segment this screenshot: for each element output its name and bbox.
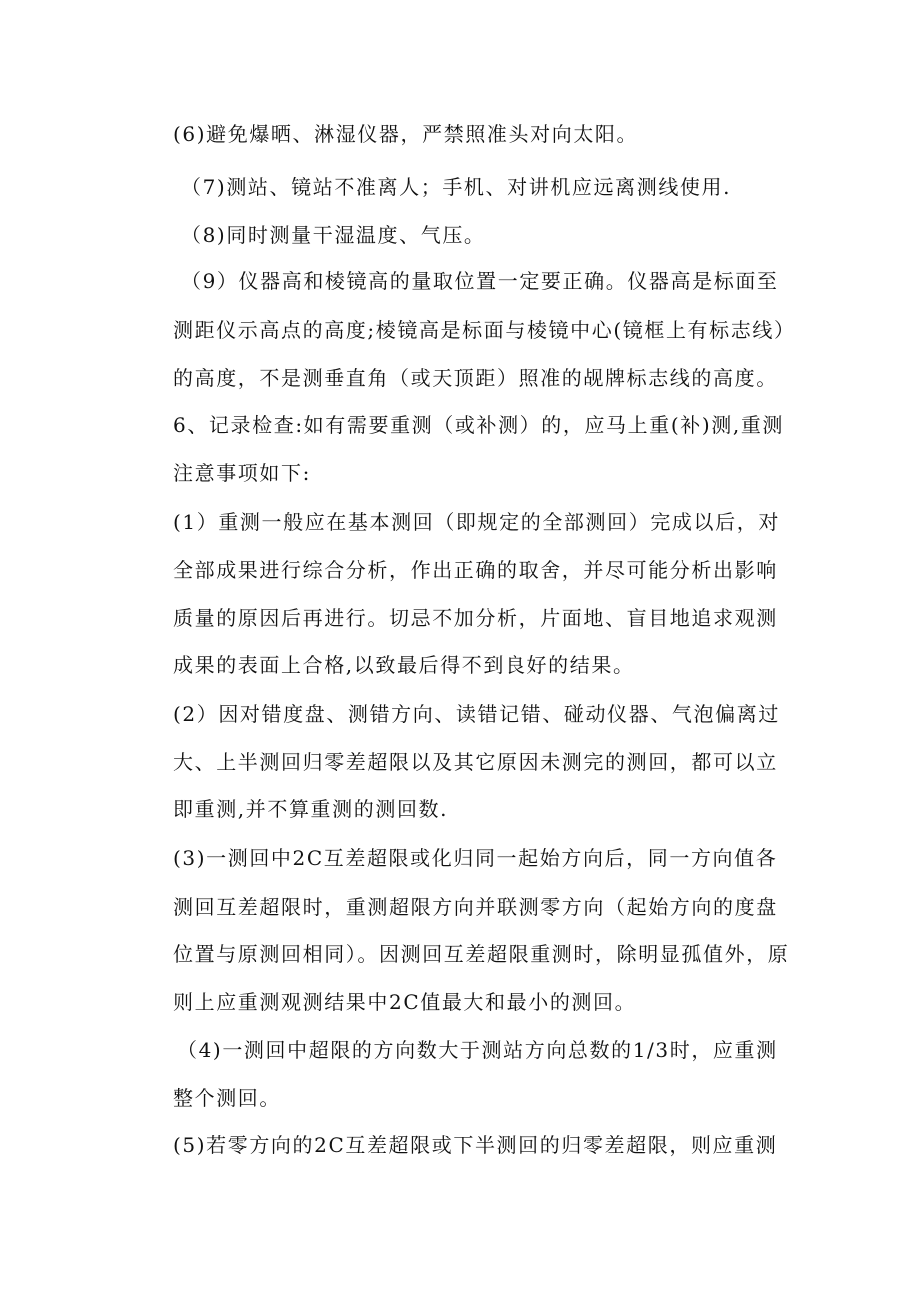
text-line: (1）重测一般应在基本测回（即规定的全部测回）完成以后，对 <box>173 510 780 534</box>
text-line: 则上应重测观测结果中2C值最大和最小的测回。 <box>173 990 637 1014</box>
text-line: 即重测,并不算重测的测回数. <box>173 797 449 821</box>
text-line: 注意事项如下: <box>173 461 311 485</box>
text-line: 位置与原测回相同）。因测回互差超限重测时，除明显孤值外，原 <box>173 942 790 966</box>
text-line: (2）因对错度盘、测错方向、读错记错、碰动仪器、气泡偏离过 <box>173 702 780 726</box>
text-line: 测回互差超限时，重测超限方向并联测零方向（起始方向的度盘 <box>173 895 778 919</box>
text-line: （9）仪器高和棱镜高的量取位置一定要正确。仪器高是标面至 <box>181 269 779 293</box>
text-line: 整个测回。 <box>173 1086 281 1110</box>
text-line: 成果的表面上合格,以致最后得不到良好的结果。 <box>173 653 635 677</box>
text-line: （4)一测回中超限的方向数大于测站方向总数的1/3时，应重测 <box>177 1038 778 1062</box>
text-line: 全部成果进行综合分析，作出正确的取舍，并尽可能分析出影响 <box>173 558 778 582</box>
text-line: (6)避免爆晒、淋湿仪器，严禁照准头对向太阳。 <box>173 122 639 146</box>
text-line: 质量的原因后再进行。切忌不加分析，片面地、盲目地追求观测 <box>173 606 778 630</box>
text-line: (3)一测回中2C互差超限或化归同一起始方向后，同一方向值各 <box>173 846 778 870</box>
text-line: （7)测站、镜站不准离人；手机、对讲机应远离测线使用. <box>181 175 732 199</box>
text-line: 的高度，不是测垂直角（或天顶距）照准的觇牌标志线的高度。 <box>173 366 778 390</box>
text-line: （8)同时测量干湿温度、气压。 <box>181 223 486 247</box>
text-line: 6、记录检查:如有需要重测（或补测）的，应马上重(补)测,重测 <box>173 413 785 437</box>
text-line: (5)若零方向的2C互差超限或下半测回的归零差超限，则应重测 <box>173 1133 778 1157</box>
text-line: 测距仪示高点的高度;棱镜高是标面与棱镜中心(镜框上有标志线） <box>173 318 796 342</box>
text-line: 大、上半测回归零差超限以及其它原因未测完的测回，都可以立 <box>173 750 778 774</box>
